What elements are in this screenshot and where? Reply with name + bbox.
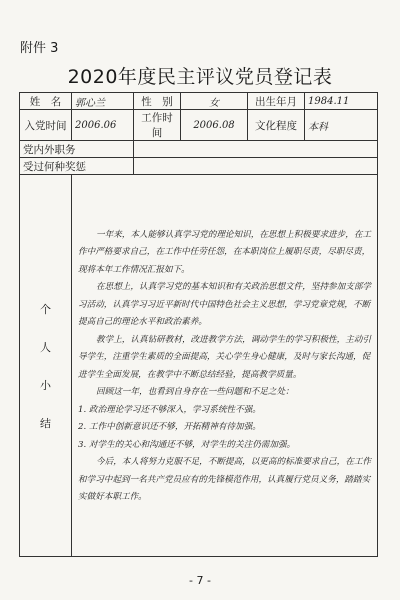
side-char: 结 xyxy=(40,416,51,430)
row-summary xyxy=(20,175,378,557)
summary-paragraph: 今后，本人将努力克服不足，不断提高，以更高的标准要求自己，在工作和学习中起到一名共产党员应有的先锋模范作用，认真履行党员义务，踏踏实实做好本职工作。 xyxy=(78,457,372,502)
duty-value xyxy=(134,141,378,158)
gender-value: 女 xyxy=(181,93,248,110)
summary-paragraph: 回顾这一年，也看到自身存在一些问题和不足之处： xyxy=(96,387,294,397)
form-title: 2020年度民主评议党员登记表 xyxy=(67,66,333,88)
work-value: 2006.08 xyxy=(181,110,248,141)
work-label: 工作时间 xyxy=(134,110,181,141)
edu-value: 本科 xyxy=(305,110,378,141)
summary-content xyxy=(72,175,378,557)
award-label: 受过何种奖惩 xyxy=(20,158,134,175)
name-value: 郭心兰 xyxy=(72,93,134,110)
summary-paragraph: 一年来，本人能够认真学习党的理论知识，在思想上积极要求进步，在工作中严格要求自己，在工作中任劳任怨，在本职岗位上履职尽责，尽职尽责，现将本年工作情况汇报如下。 xyxy=(78,229,372,275)
summary-side-label xyxy=(20,175,72,557)
summary-item: 2. 工作中创新意识还不够，开拓精神有待加强。 xyxy=(78,422,261,432)
attachment-label: 附件 3 xyxy=(20,41,59,56)
row-duty xyxy=(20,141,378,158)
join-value: 2006.06 xyxy=(72,110,134,141)
summary-item: 3. 对学生的关心和沟通还不够，对学生的关注仍需加强。 xyxy=(78,439,296,450)
duty-label: 党内外职务 xyxy=(20,141,134,158)
row-award xyxy=(20,158,378,175)
name-label: 姓 名 xyxy=(20,93,72,110)
gender-label: 性 别 xyxy=(134,93,181,110)
edu-label: 文化程度 xyxy=(248,110,305,141)
side-char: 小 xyxy=(40,378,51,392)
birth-value: 1984.11 xyxy=(305,93,378,110)
summary-item: 1. 政治理论学习还不够深入，学习系统性不强。 xyxy=(78,404,261,415)
page-number: - 7 - xyxy=(189,574,211,587)
row-dates xyxy=(20,110,378,141)
award-value xyxy=(134,158,378,175)
summary-paragraph: 教学上，认真钻研教材，改进教学方法，调动学生的学习积极性，主动引导学生，注重学生素质的全面提高，关心学生身心健康，及时与家长沟通，促进学生全面发展，在教学中不断总结经验，提高教学质量。 xyxy=(78,334,372,380)
row-basic-info xyxy=(20,93,378,110)
join-label: 入党时间 xyxy=(20,110,72,141)
birth-label: 出生年月 xyxy=(248,93,305,110)
summary-paragraph: 在思想上，认真学习党的基本知识和有关政治思想文件，坚持参加支部学习活动，认真学习习近平新时代中国特色社会主义思想，学习党章党规，不断提高自己的理论水平和政治素养。 xyxy=(78,282,372,327)
side-char: 人 xyxy=(40,340,51,354)
registration-table xyxy=(19,92,378,557)
side-char: 个 xyxy=(40,302,51,316)
